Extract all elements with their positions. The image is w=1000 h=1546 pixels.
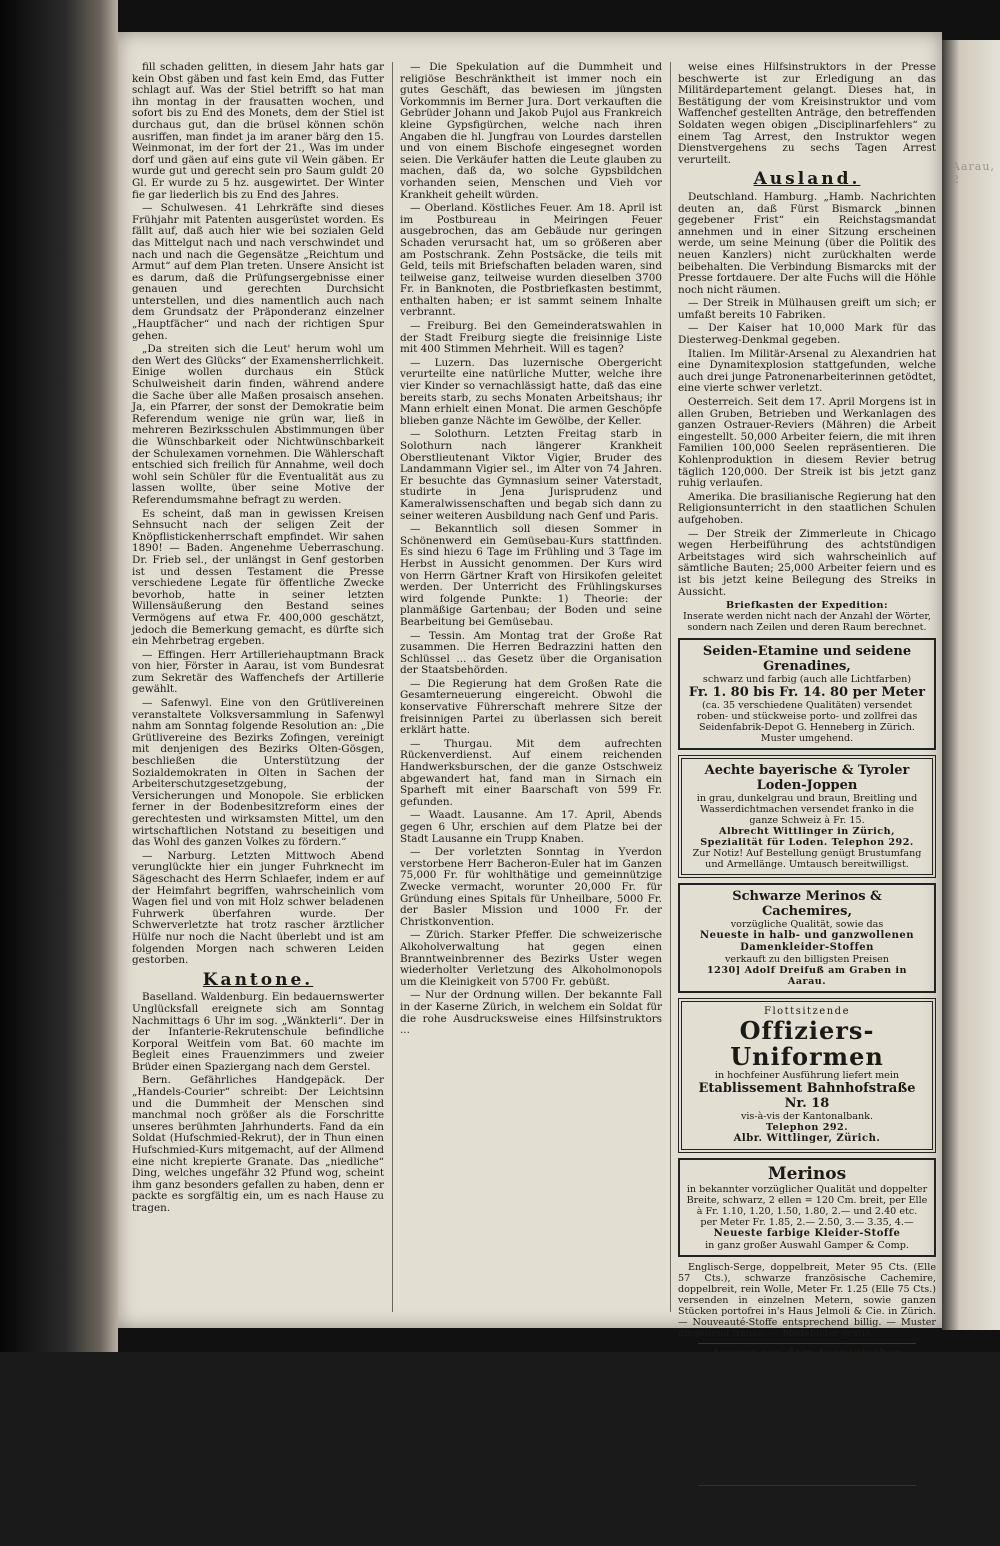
amtsblatt-text: Geltstage. Aarau. Brack-Häusler, Jak., Jakob, von Effingen, in Densbüren. Eingaben 24. Mai. Baden. Meier, Jos., Joh., in Ennetbaden. Eingaben 31. Mai. Bremgarten. Huber, Gottlieb, Wirt, Bindhauer, von Bremgarten. Eingaben 19. Mai. Laufenburg. Gerber, Rud. Ferd., in Sisseln. Eingaben 15. Mai. Kulm. Kanzler, Jakob, Schreiner, von Leimbach. Eingaben 19. Mai. Lenzburg. Widmer, Gottlieb, Zimmermann, von Seon. Eingaben 21. Mai. [678,1382,936,1482]
section-heading-ausland: Ausland. [753,169,861,190]
article-paragraph: — Die Spekulation auf die Dummheit und religiöse Beschränktheit ist immer noch ein gutes Geschäft, das bewiesen im jüngsten Vorkommnis im Berner Jura. Dort verkauften die Gebrüder Johann und Jakob Pujol aus Frankreich kleine Gypsfigürchen, welche nach ihren Angaben die hl. Jungfrau von Lourdes darstellen und von einem Bischofe eingesegnet worden seien. Die Verkäufer hatten die Leute glauben zu machen, daß da, wo solche Gypsbildchen vorhanden seien, Menschen und Vieh vor Krankheit geheilt würden. [400,61,662,201]
ad-line: in hochfeiner Ausführung liefert mein [714,1070,900,1082]
ad-line: Neueste in halb- und ganzwollenen Damenkleider-Stoffen [699,930,915,954]
article-paragraph: — Tessin. Am Montag trat der Große Rat zusammen. Die Herren Bedrazzini hatten den Schlüssel ... das Gesetz über die Organisation der Staatsbehörden. [400,629,662,677]
ad-line: verkauft zu den billigsten Preisen [725,954,889,966]
ad-headline: Merinos [767,1164,847,1185]
article-paragraph: — Luzern. Das luzernische Obergericht verurteilte eine natürliche Mutter, welche ihre vier Kinder so vernachlässigt hatte, daß das eine bereits starb, zu sechs Monaten Arbeitshaus; ihr Mann erhielt einen Monat. Die armen Geschöpfe blieben ganze Nächte im Gewölbe, der Keller. [400,356,662,427]
column-2 [400,62,662,1322]
divider [698,1343,916,1344]
article-paragraph: — Safenwyl. Eine von den Grütlivereinen veranstaltete Volksversammlung in Safenwyl nahm am Sonntag folgende Resolution an: „Die Grütlivereine des Bezirks Zofingen, vereinigt mit denjenigen des Bezirks Olten-Gösgen, beschließen die Unterstützung der Sozialdemokraten in Olten in Sachen der Arbeiterschutzgesetzgebung, der Versicherungen und Monopole. Sie erblicken ferner in der Bodenbesitzreform eines der gerechtesten und wirksamsten Mittel, um den wirtschaftlichen Notstand zu beseitigen und das Wohl des ganzen Volkes zu fördern.“ [132,697,384,849]
article-paragraph: — Der vorletzten Sonntag in Yverdon verstorbene Herr Bacheron-Euler hat im Ganzen 75,000 Fr. für wohlthätige und gemeinnützige Zwecke vermacht, worunter 20,000 Fr. für Gründung eines Spitals für Unheilbare, 5000 Fr. der Basler Mission und 1000 Fr. der Christkonvention. [400,846,662,928]
article-paragraph: — Waadt. Lausanne. Am 17. April, Abends gegen 6 Uhr, erschien auf dem Platze bei der Stadt Lausanne ein Trupp Knaben. [400,809,662,845]
ad-offiziers-uniformen [678,998,936,1153]
ad-line: Telephon 292. [765,1122,849,1134]
column-rule [670,62,671,1312]
ad-merinos-dreifuss [678,883,936,993]
ad-line: Flottsitzende [764,1006,850,1018]
article-paragraph: — Narburg. Letzten Mittwoch Abend verunglückte hier ein junger Fuhrknecht im Sägeschacht des Herrn Schlaefer, indem er auf der Heimfahrt begriffen, wahrscheinlich vom Wagen fiel und von mit Holz schwer beladenen Fuhrwerk überfahren wurde. Der Schwerverletzte hat trotz rascher ärztlicher Hülfe nur noch die Nacht überlebt und ist am folgenden Morgen nach schweren Leiden gestorben. [132,849,384,967]
amtsblatt-date: Vom 19. April 1890. [758,1371,856,1383]
ad-headline: Offiziers-Uniformen [730,1016,884,1072]
article-paragraph: — Schulwesen. 41 Lehrkräfte sind dieses Frühjahr mit Patenten ausgerüstet worden. Es fällt auf, daß auch hier wie bei sozialen Geld das Mittelgut nach und nach verschwindet und nach und nach die Gegensätze „Reichtum und Armut“ auf dem Plan treten. Unsere Ansicht ist es darum, daß die Prüfungsergebnisse einer genauen und gerechten Durchsicht unterstellen, und dies namentlich auch nach dem Grundsatz der Präponderanz einzelner „Hauptfächer“ und nach der richtigen Spur gehen. [132,202,384,342]
article-paragraph: — Effingen. Herr Artilleriehauptmann Brack von hier, Förster in Aarau, ist vom Bundesrat zum Sekretär des Waffenchefs der Artillerie gewählt. [132,648,384,696]
article-paragraph: fill schaden gelitten, in diesem Jahr hats gar kein Obst gäben und fast kein Emd, das Futter schlagt auf. Was der Stiel betrifft so hat man ihn montag in der frausatten wochen, und sofort bis zu End des Monets, dem der Stiel ist durchaus gut, dan die brüsel können schön ausriffen, man findet ja im araner bärg den 15. Weinmonat, im der fort der 21., Was im under dorf und gäen auf eins gute vil Wein gäben. Er wurde gut und gerecht sein pro Saum guldt 20 Gl. Er wurde zu 5 hz. ausgewirtet. Der Winter fie gar liederlich bis zu End des Jahres. [132,61,384,201]
article-paragraph: — Nur der Ordnung willen. Der bekannte Fall in der Kaserne Zürich, in welchem ein Soldat für die rohe Ausdrucksweise eines Hilfsinstruktors ... [400,989,662,1037]
article-paragraph: — Oberland. Köstliches Feuer. Am 18. April ist im Postbureau in Meiringen Feuer ausgebrochen, das am Gebäude nur geringen Schaden verursacht hat, um so größeren aber am Postschrank. Zehn Postsäcke, die teils mit Geld, teils mit Briefschaften beladen waren, sind teilweise ganz, teilweise wurden dieselben 3700 Fr. in Banknoten, die Postbriefkasten bestimmt, enthalten haben; er ist sammt seinem Inhalte verbrannt. [400,202,662,319]
weather-title: Witterungsbericht. [747,1489,867,1502]
amtsblatt-title: Auszug aus dem Aargauischen Amtsblatt. [711,1347,903,1371]
ad-line: vorzügliche Qualität, sowie das [730,919,884,931]
column-1 [132,62,384,1322]
ad-line: in bekannter vorzüglicher Qualität und doppelter Breite, schwarz, 2 ellen = 120 Cm. breit, per Elle à Fr. 1.10, 1.20, 1.50, 1.80, 2.— und 2.40 etc. [686,1184,928,1218]
next-page-bleed-text: Aarau, 2 [952,160,995,186]
article-paragraph: — Der Kaiser hat 10,000 Mark für das Diesterweg-Denkmal gegeben. [678,322,936,347]
article-paragraph: Deutschland. Hamburg. „Hamb. Nachrichten deuten an, daß Fürst Bismarck „binnen gegebener Frist“ ein Reichstagsmandat annehmen und in einer Sitzung erscheinen werde, um seine Meinung (über die Politik des neuen Kanzlers) nicht zurückhalten werde beibehalten. Die Verbindung Bismarcks mit der Presse fortdauere. Der alte Fuchs will die Höhle noch nicht räumen. [678,190,936,296]
article-paragraph: — Bekanntlich soll diesen Sommer in Schönenwerd ein Gemüsebau-Kurs stattfinden. Es sind hiezu 6 Tage im Frühling und 3 Tage im Herbst in Aussicht genommen. Der Kurs wird von Herrn Gärtner Kraft von Hirsikofen geleitet werden. Der Unterricht des Frühlingskurses wird folgende Punkte: 1) Theorie: der planmäßige Gartenbau; der Boden und seine Bearbeitung bei Gemüsebau. [400,523,662,628]
ad-line: vis-à-vis der Kantonalbank. [740,1111,874,1123]
ad-line: (ca. 35 verschiedene Qualitäten) versendet roben- und stückweise porto- und zollfrei das Seidenfabrik-Depot G. Henneberg in Zürich. Muster umgehend. [696,700,918,745]
newspaper-page [118,32,942,1546]
ad-headline: Seiden-Etamine und seidene Grenadines, [702,644,912,675]
ad-line: in grau, dunkelgrau und braun, Breitling und Wasserdichtmachen versendet franko in die ganze Schweiz à Fr. 15. [696,793,918,827]
ad-line: Etablissement Bahnhofstraße Nr. 18 [698,1081,916,1112]
ad-line: per Meter Fr. 1.85, 2.— 2.50, 3.— 3.35, 4.— [700,1217,914,1229]
article-paragraph: Italien. Im Militär-Arsenal zu Alexandrien hat eine Dynamitexplosion stattgefunden, welche auch drei junge Patronenarbeiterinnen getödtet, eine vierte schwer verletzt. [678,347,936,395]
mailbox-text: Inserate werden nicht nach der Anzahl der Wörter, sondern nach Zeilen und deren Raum berechnet. [683,611,931,634]
ad-line: Neueste farbige Kleider-Stoffe [713,1228,901,1240]
article-paragraph: — Solothurn. Letzten Freitag starb in Solothurn nach längerer Krankheit Oberstlieutenant Viktor Vigier, Bruder des Landammann Vigier sel., im Alter von 74 Jahren. Er besuchte das Gymnasium seiner Vaterstadt, studirte in Jena Jurisprudenz und Kameralwissenschaften und begab sich dann zu seiner weiteren Ausbildung nach Genf und Paris. [400,428,662,522]
ad-line: Albr. Wittlinger, Zürich. [733,1133,881,1145]
ad-line: schwarz und farbig (auch alle Lichtfarben) [702,674,912,686]
article-paragraph: — Der Streik der Zimmerleute in Chicago wegen Herbeiführung des achtstündigen Arbeitstages wird sich wahrscheinlich auf sämtliche Bauten; 25,000 Arbeiter feiern und es ist bis jetzt keine Beilegung des Streiks in Aussicht. [678,527,936,598]
article-paragraph: Es scheint, daß man in gewissen Kreisen Sehnsucht nach der seligen Zeit der Knöpflistickenherrschaft empfindet. Wir sahen 1890! — Baden. Angenehme Ueberraschung. Dr. Frieb sel., der unlängst in Genf gestorben ist und dessen Testament die Presse verschiedene Legate für öffentliche Zwecke bevorhob, hatte in seiner letzten Willensäußerung den Bestand seines Vermögens auf etwa Fr. 400,000 geschätzt, jedoch die Bemerkung gemacht, es dürfte sich ein Mehrbetrag ergeben. [132,507,384,648]
section-heading-kantone: Kantone. [202,969,314,990]
article-paragraph: — Thurgau. Mit dem aufrechten Rückenverdienst. Auf einem reichenden Handwerksburschen, der die ganze Ostschweiz abgewandert hat, fand man in Sirnach ein Sparheft mit einer Baarschaft von 599 Fr. gefunden. [400,737,662,808]
article-paragraph: — Zürich. Starker Pfeffer. Die schweizerische Alkoholverwaltung hat gegen einen Branntweinbrenner des Bezirks Uster wegen wiederholter Verletzung des Alkoholmonopols um die Kleinigkeit von 5700 Fr. gebüßt. [400,929,662,988]
weather-text: In Zentraleuropa herrscht Ruhe und Schwüle, mit unregelmäßiger Richtung und bei bewegtem Himmel. Für heute steht eher heitere, trockene und nicht unfreundliche Witterung in Aussicht. [678,1501,936,1546]
column-rule [392,62,393,1312]
article-paragraph: Baselland. Waldenburg. Ein bedauernswerter Unglücksfall ereignete sich am Sonntag Nachmittags 6 Uhr im sog. „Wänkterli“. Der in der Infanterie-Rekrutenschule befindliche Korporal Weitfein vom Bat. 60 machte im Begleit eines Frauenzimmers und zweier Brüder einen Spaziergang nach dem Gerstel. [132,991,384,1073]
ad-loden-joppen [678,755,936,878]
ad-line: 1230] Adolf Dreifuß am Graben in Aarau. [706,965,907,988]
article-paragraph: Amerika. Die brasilianische Regierung hat den Religionsunterricht in den staatlichen Schulen aufgehoben. [678,490,936,526]
article-paragraph: — Der Streik in Mülhausen greift um sich; er umfaßt bereits 10 Fabriken. [678,297,936,321]
article-paragraph: — Freiburg. Bei den Gemeinderatswahlen in der Stadt Freiburg siegte die freisinnige Liste mit 400 Stimmen Mehrheit. Will es tagen? [400,320,662,356]
book-binding [0,0,118,1352]
ad-seiden-henneberg [678,638,936,750]
ad-price: Fr. 1. 80 bis Fr. 14. 80 per Meter [688,685,926,701]
mailbox-title: Briefkasten der Expedition: [725,600,889,612]
article-paragraph: Bern. Gefährliches Handgepäck. Der „Handels-Courier“ schreibt: Der Leichtsinn und die Dummheit der Menschen sind manchmal noch größer als die Forschritte unseres berühmten Jahrhunderts. Fand da ein Soldat (Hufschmied-Rekrut), der in Thun einen Hufschmied-Kurs mitgemacht, auf der Allmend eine nicht krepierte Granate. Das „niedliche“ Ding, welches ungefähr 32 Pfund wog, scheint ihm ganz besonders gefallen zu haben, denn er packte es sorgfältig ein, um es nach Hause zu tragen. [132,1074,384,1214]
ad-line: in ganz großer Auswahl Gamper & Comp. [705,1240,909,1252]
article-paragraph: weise eines Hilfsinstruktors in der Presse beschwerte ist zur Erledigung an das Militärdepartement gelangt. Dieses hat, in Bestätigung der vom Kreisinstruktor und vom Waffenchef gestellten Anträge, den betreffenden Soldaten wegen obigen „Disciplinarfehlers“ zu einem Tag Arrest, den Instruktor wegen Dienstvergehens zu sechs Tagen Arrest verurteilt. [678,61,936,166]
article-paragraph: „Da streiten sich die Leut' herum wohl um den Wert des Glücks“ der Examensherrlichkeit. Einige wollen durchaus ein Stück Schulweisheit darin finden, während andere die Sache über alle Maßen prosaisch ansehen. Ja, ein Pfarrer, der sonst der Demokratie beim Referendum wenige nie grün war, ließ in mehreren Bezirksschulen Abstimmungen über die Wünschbarkeit oder Nichtwünschbarkeit der Schulexamen vornehmen. Die Wählerschaft entschied sich freilich für Annahme, weil doch wohl sein Schüler für die Eventualität aus zu lassen wollte, über seine Motive der Referendumsmahne befragt zu werden. [132,343,384,506]
ad-headline: Aechte bayerische & Tyroler Loden-Joppen [704,763,910,794]
ad-line: Zur Notiz! Auf Bestellung genügt Brustumfang und Armellänge. Umtausch bereitwilligst. [692,848,922,871]
next-page-edge [942,40,1000,1330]
ad-jelmoli: Englisch-Serge, doppelbreit, Meter 95 Cts. (Elle 57 Cts.), schwarze französische Cachemire, doppelbreit, rein Wolle, Meter Fr. 1.25 (Elle 75 Cts.) versenden in einzelnen Metern, sowie ganzen Stücken portofrei in's Haus Jelmoli & Cie. in Zürich. — Nouveauté-Stoffe entsprechend billig. — Muster umgehend franko. — Modebilder gratis. [678,1262,936,1340]
column-3 [678,61,936,1546]
ad-line: Albrecht Wittlinger in Zürich, Spezialität für Loden. Telephon 292. [700,826,914,849]
divider [698,1485,916,1486]
article-paragraph: Oesterreich. Seit dem 17. April Morgens ist in allen Gruben, Betrieben und Werkanlagen des ganzen Ostrauer-Reviers (Mähren) die Arbeit eingestellt. 50,000 Arbeiter feiern, die mit ihren Familien 100,000 Seelen repräsentieren. Die Kohlenproduktion in diesem Revier betrug täglich 120,000. Der Streik ist bis jetzt ganz ruhig verlaufen. [678,396,936,490]
ad-headline: Schwarze Merinos & Cachemires, [732,889,882,920]
ad-merinos-gamper [678,1158,936,1257]
article-paragraph: — Die Regierung hat dem Großen Rate die Gesamterneuerung eingereicht. Obwohl die konservative Führerschaft mehrere Sitze der freisinnigen Partei zu überlassen sich bereit erklärt hatte. [400,677,662,737]
